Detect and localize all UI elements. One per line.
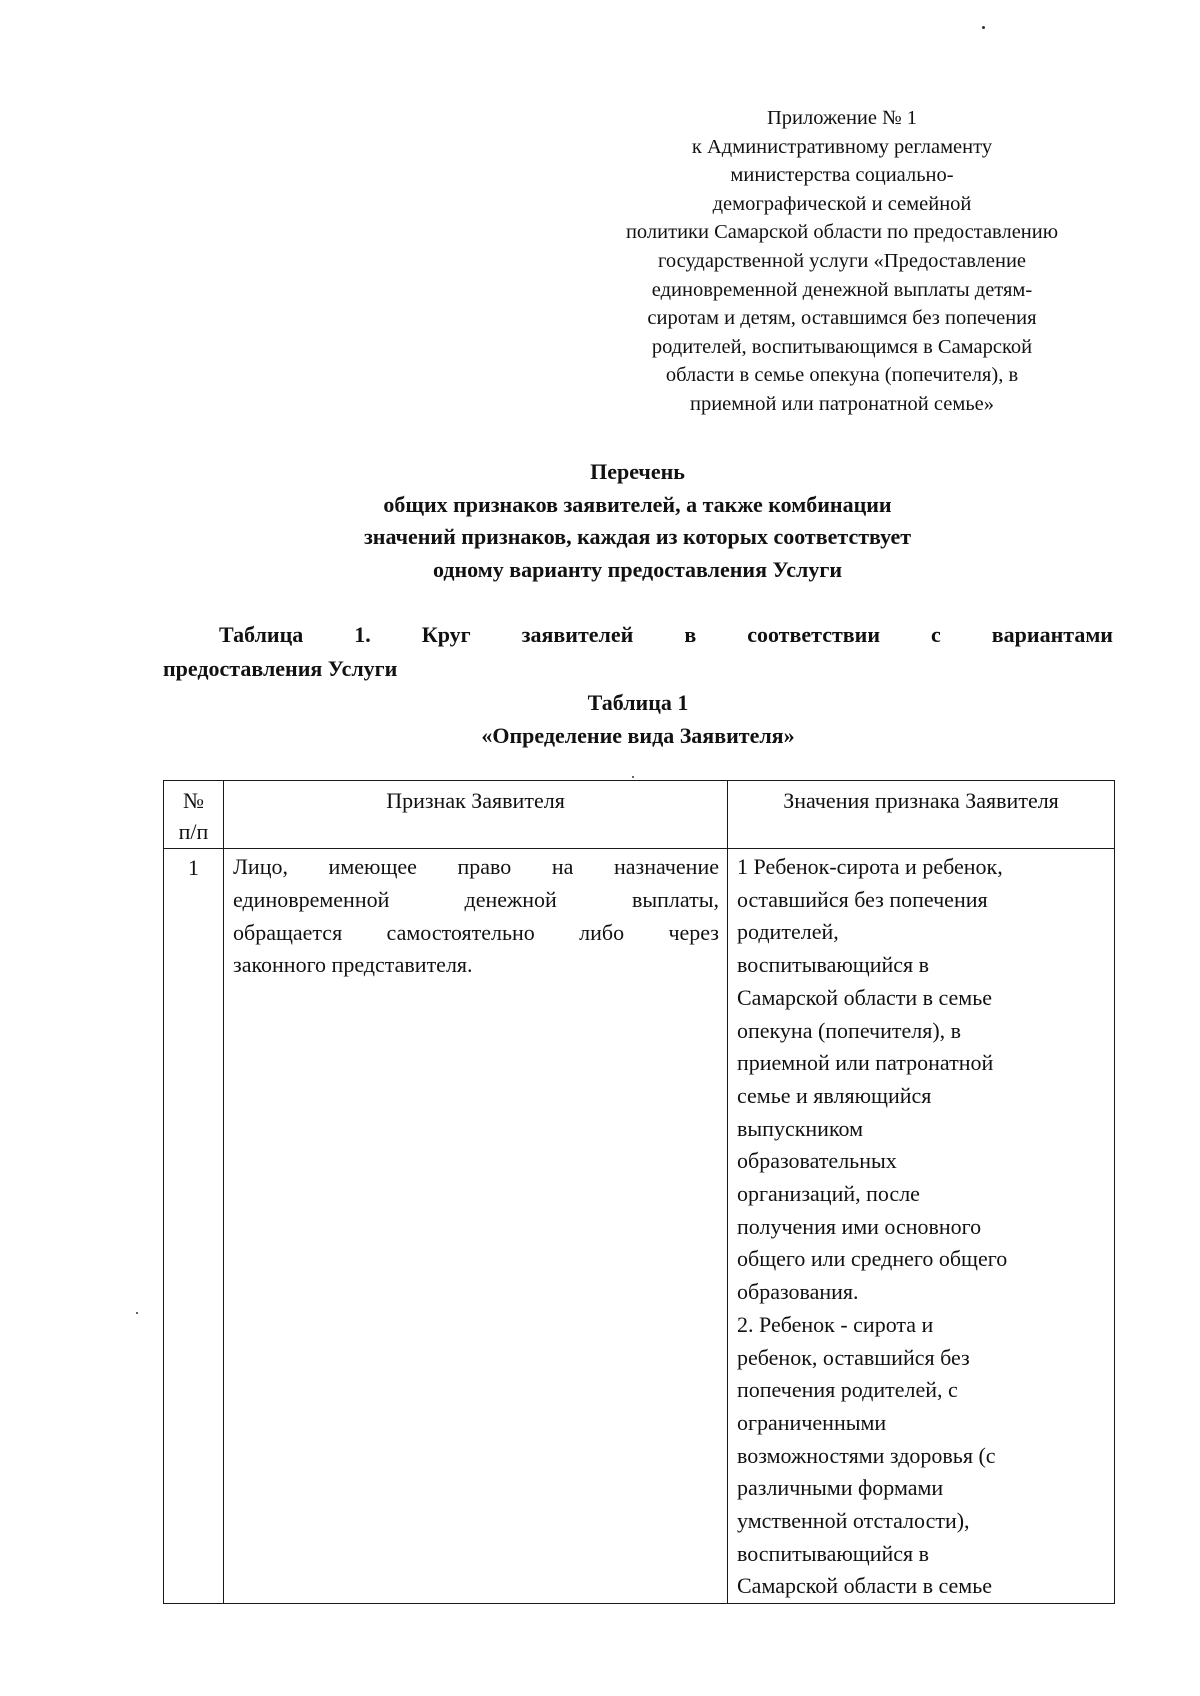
values-line: выпускником (737, 1115, 864, 1141)
header-sign: Признак Заявителя (224, 781, 728, 849)
values-line: попечения родителей, с (737, 1377, 958, 1403)
values-line: Самарской области в семье (737, 1573, 993, 1599)
values-line: ограниченными (737, 1409, 887, 1435)
values-line: 2. Ребенок - сирота и (737, 1311, 934, 1337)
sign-line: законного представителя. (233, 952, 473, 978)
values-line: получения ими основного (737, 1213, 982, 1239)
appendix-line: государственной услуги «Предоставление (657, 249, 1027, 272)
table-caption-name: «Определение вида Заявителя» (481, 723, 795, 748)
scan-speck (136, 1312, 138, 1314)
table-title-line: Таблица 1. Круг заявителей в соответствии с вариантами (219, 622, 1113, 647)
values-line: общего или среднего общего (737, 1246, 1008, 1272)
row-sign (224, 849, 728, 1604)
scan-speck (632, 776, 634, 778)
values-line: родителей, (737, 919, 839, 945)
values-line: оставшийся без попечения (737, 886, 988, 912)
sign-line: обращается самостоятельно либо через (233, 919, 719, 945)
heading-line: значений признаков, каждая из которых соответствует (363, 524, 912, 549)
values-line: возможностями здоровья (с (737, 1442, 996, 1468)
heading-line: Перечень (590, 459, 685, 484)
values-line: приемной или патронатной (737, 1050, 994, 1076)
header-num-line: № (183, 788, 204, 813)
appendix-line: приемной или патронатной семье» (689, 392, 995, 415)
appendix-line: политики Самарской области по предоставлению (625, 221, 1059, 244)
header-num-line: п/п (178, 819, 209, 844)
values-line: образования. (737, 1279, 859, 1305)
row-number: 1 (164, 849, 224, 1604)
table-header-row (164, 781, 1115, 849)
values-line: Самарской области в семье (737, 984, 993, 1010)
values-line: семье и являющийся (737, 1082, 932, 1108)
heading-line: одному варианту предоставления Услуги (432, 556, 843, 582)
values-line: воспитывающийся в (737, 1540, 930, 1566)
row-values (728, 849, 1115, 1604)
appendix-line: демографической и семейной (712, 192, 972, 215)
appendix-line: области в семье опекуна (попечителя), в (665, 364, 1019, 387)
appendix-line: родителей, воспитывающимся в Самарской (651, 335, 1033, 358)
appendix-block (578, 104, 1106, 419)
values-line: ребенок, оставшийся без (737, 1344, 970, 1370)
appendix-line: единовременной денежной выплаты детям- (651, 278, 1033, 301)
appendix-line: Приложение № 1 (766, 107, 918, 129)
sign-line: Лицо, имеющее право на назначение (233, 854, 719, 879)
document-heading (150, 456, 1125, 586)
table-caption-number: Таблица 1 (587, 690, 689, 715)
header-values: Значения признака Заявителя (728, 781, 1115, 849)
values-line: различными формами (737, 1475, 944, 1501)
values-line: образовательных (737, 1148, 897, 1174)
table-title (163, 618, 1113, 686)
values-line: опекуна (попечителя), в (737, 1017, 962, 1043)
sign-line: единовременной денежной выплаты, (233, 886, 719, 912)
applicant-type-table (163, 780, 1115, 1604)
values-line: 1 Ребенок-сирота и ребенок, (737, 854, 1003, 879)
heading-line: общих признаков заявителей, а также комбинации (383, 491, 892, 517)
values-line: воспитывающийся в (737, 952, 930, 978)
values-line: умственной отсталости), (737, 1508, 970, 1534)
table-row (164, 849, 1115, 1604)
scan-speck (982, 26, 985, 29)
appendix-line: министерства социально- (730, 164, 954, 187)
table-caption (163, 686, 1113, 752)
header-num (164, 781, 224, 849)
appendix-line: к Административному регламенту (691, 135, 993, 158)
appendix-line: сиротам и детям, оставшимся без попечения (647, 307, 1037, 330)
table-title-line: предоставления Услуги (163, 656, 398, 681)
values-line: организаций, после (737, 1181, 920, 1207)
